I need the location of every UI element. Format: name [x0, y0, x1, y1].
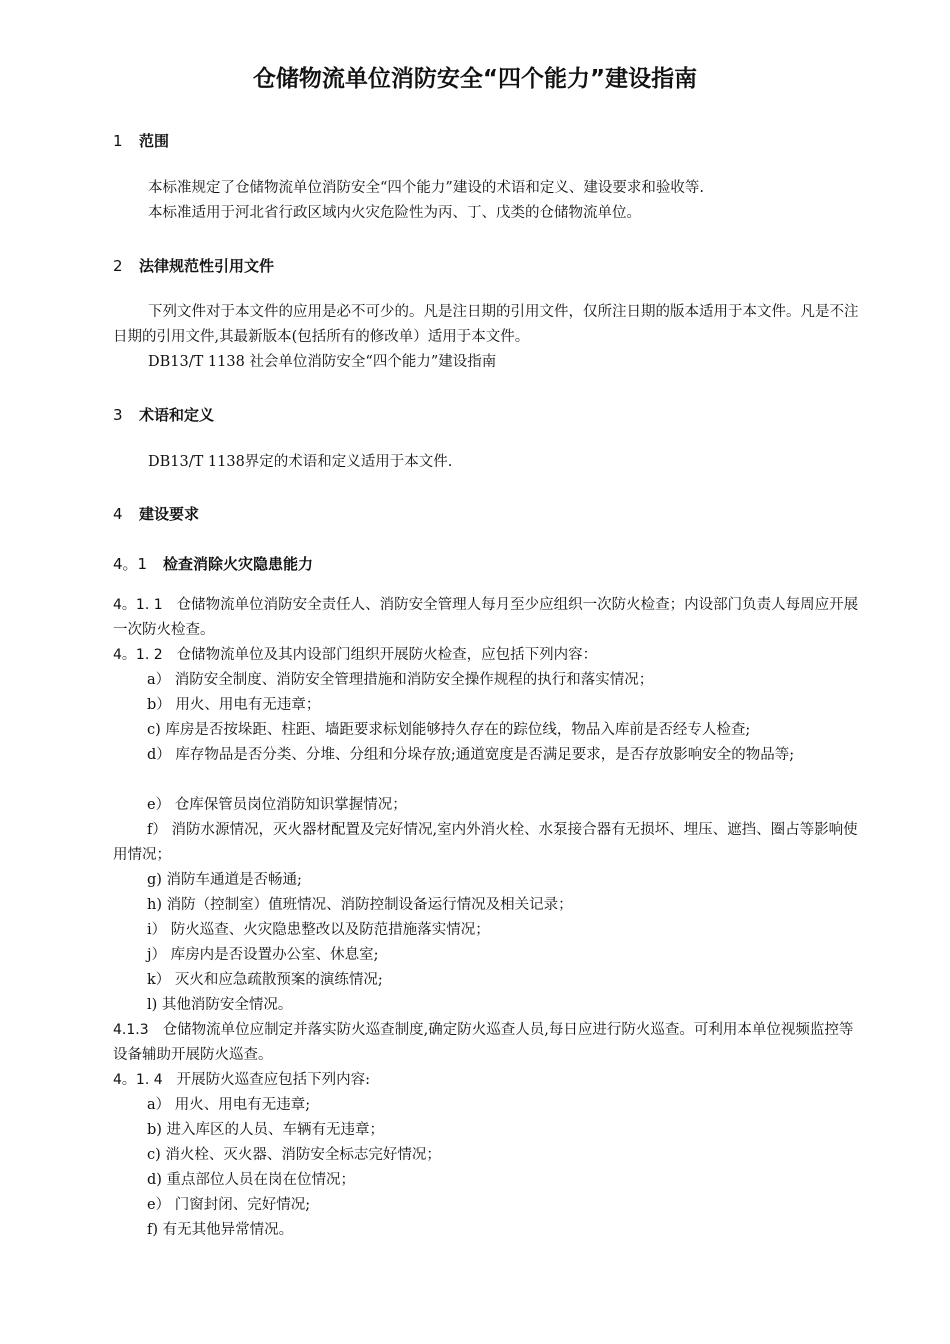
- paragraph: 本标准适用于河北省行政区域内火灾危险性为丙、丁、戊类的仓储物流单位。: [148, 205, 641, 221]
- section-3-heading: [113, 404, 214, 425]
- list-item: k） 灭火和应急疏散预案的演练情况;: [147, 972, 383, 988]
- list-item: j） 库房内是否设置办公室、休息室;: [147, 947, 379, 963]
- section-1-heading: [113, 130, 169, 151]
- list-item: a） 消防安全制度、消防安全管理措施和消防安全操作规程的执行和落实情况；: [147, 672, 654, 688]
- list-item: b) 进入库区的人员、车辆有无违章；: [147, 1122, 385, 1138]
- section-title: 术语和定义: [139, 406, 215, 424]
- clause-text: 仓储物流单位消防安全责任人、消防安全管理人每月至少应组织一次防火检查；内设部门负责人每周应开展一次防火检查。: [113, 597, 859, 638]
- section-number: 4: [113, 505, 123, 523]
- list-item: i） 防火巡查、火灾隐患整改以及防范措施落实情况；: [147, 922, 490, 938]
- clause-number: 4。1. 2: [113, 647, 163, 663]
- clause-text: 开展防火巡查应包括下列内容:: [176, 1072, 371, 1088]
- list-item: c) 库房是否按垛距、柱距、墙距要求标划能够持久存在的踪位线，物品入库前是否经专人检查;: [147, 722, 751, 738]
- section-2-heading: [113, 255, 274, 276]
- clause-number: 4.1.3: [113, 1022, 149, 1038]
- clause-4-1-4: [113, 1068, 861, 1093]
- list-item: a） 用火、用电有无违章;: [147, 1097, 311, 1113]
- subsection-4-1-heading: [113, 553, 313, 574]
- clause-number: 4。1. 4: [113, 1072, 163, 1088]
- section-title: 范围: [139, 132, 170, 150]
- section-number: 3: [113, 406, 123, 424]
- list-item: f） 消防水源情况，灭火器材配置及完好情况,室内外消火栓、水泵接合器有无损坏、埋压、遮挡、圈占等影响使用情况；: [113, 822, 858, 863]
- clause-number: 4。1. 1: [113, 597, 163, 613]
- section-number: 2: [113, 257, 123, 275]
- list-item: e） 仓库保管员岗位消防知识掌握情况；: [147, 797, 407, 813]
- list-item: b） 用火、用电有无违章；: [147, 697, 321, 713]
- clause-text: 仓储物流单位及其内设部门组织开展防火检查，应包括下列内容：: [176, 647, 598, 663]
- clause-text: 仓储物流单位应制定并落实防火巡查制度,确定防火巡查人员,每日应进行防火巡查。可利用本单位视频监控等设备辅助开展防火巡查。: [113, 1022, 854, 1063]
- subsection-title: 检查消除火灾隐患能力: [163, 555, 314, 573]
- list-item: d） 库存物品是否分类、分堆、分组和分垛存放;通道宽度是否满足要求，是否存放影响安全的物品等;: [147, 747, 795, 763]
- paragraph: DB13/T 1138界定的术语和定义适用于本文件.: [148, 454, 453, 470]
- reference-entry: DB13/T 1138 社会单位消防安全“四个能力”建设指南: [148, 354, 497, 370]
- paragraph: 本标准规定了仓储物流单位消防安全“四个能力”建设的术语和定义、建设要求和验收等.: [148, 180, 704, 196]
- clause-4-1-3: [113, 1018, 861, 1068]
- list-item: f) 有无其他异常情况。: [147, 1222, 294, 1238]
- list-item: h) 消防（控制室）值班情况、消防控制设备运行情况及相关记录；: [147, 897, 573, 913]
- list-item: g) 消防车通道是否畅通;: [147, 872, 302, 888]
- section-number: 1: [113, 132, 123, 150]
- list-item: l) 其他消防安全情况。: [147, 997, 293, 1013]
- list-item: c) 消火栓、灭火器、消防安全标志完好情况；: [147, 1147, 441, 1163]
- paragraph: 下列文件对于本文件的应用是必不可少的。凡是注日期的引用文件，仅所注日期的版本适用于本文件。凡是不注日期的引用文件,其最新版本(包括所有的修改单）适用于本文件。: [113, 304, 859, 345]
- section-4-heading: [113, 503, 199, 524]
- list-item: d) 重点部位人员在岗在位情况；: [147, 1172, 356, 1188]
- document-title: 仓储物流单位消防安全“四个能力”建设指南: [252, 66, 698, 92]
- subsection-number: 4。1: [113, 555, 148, 573]
- section-title: 法律规范性引用文件: [139, 257, 275, 275]
- clause-4-1-1: [113, 593, 861, 643]
- list-item: e） 门窗封闭、完好情况;: [147, 1197, 311, 1213]
- clause-4-1-2: [113, 643, 861, 668]
- section-title: 建设要求: [139, 505, 200, 523]
